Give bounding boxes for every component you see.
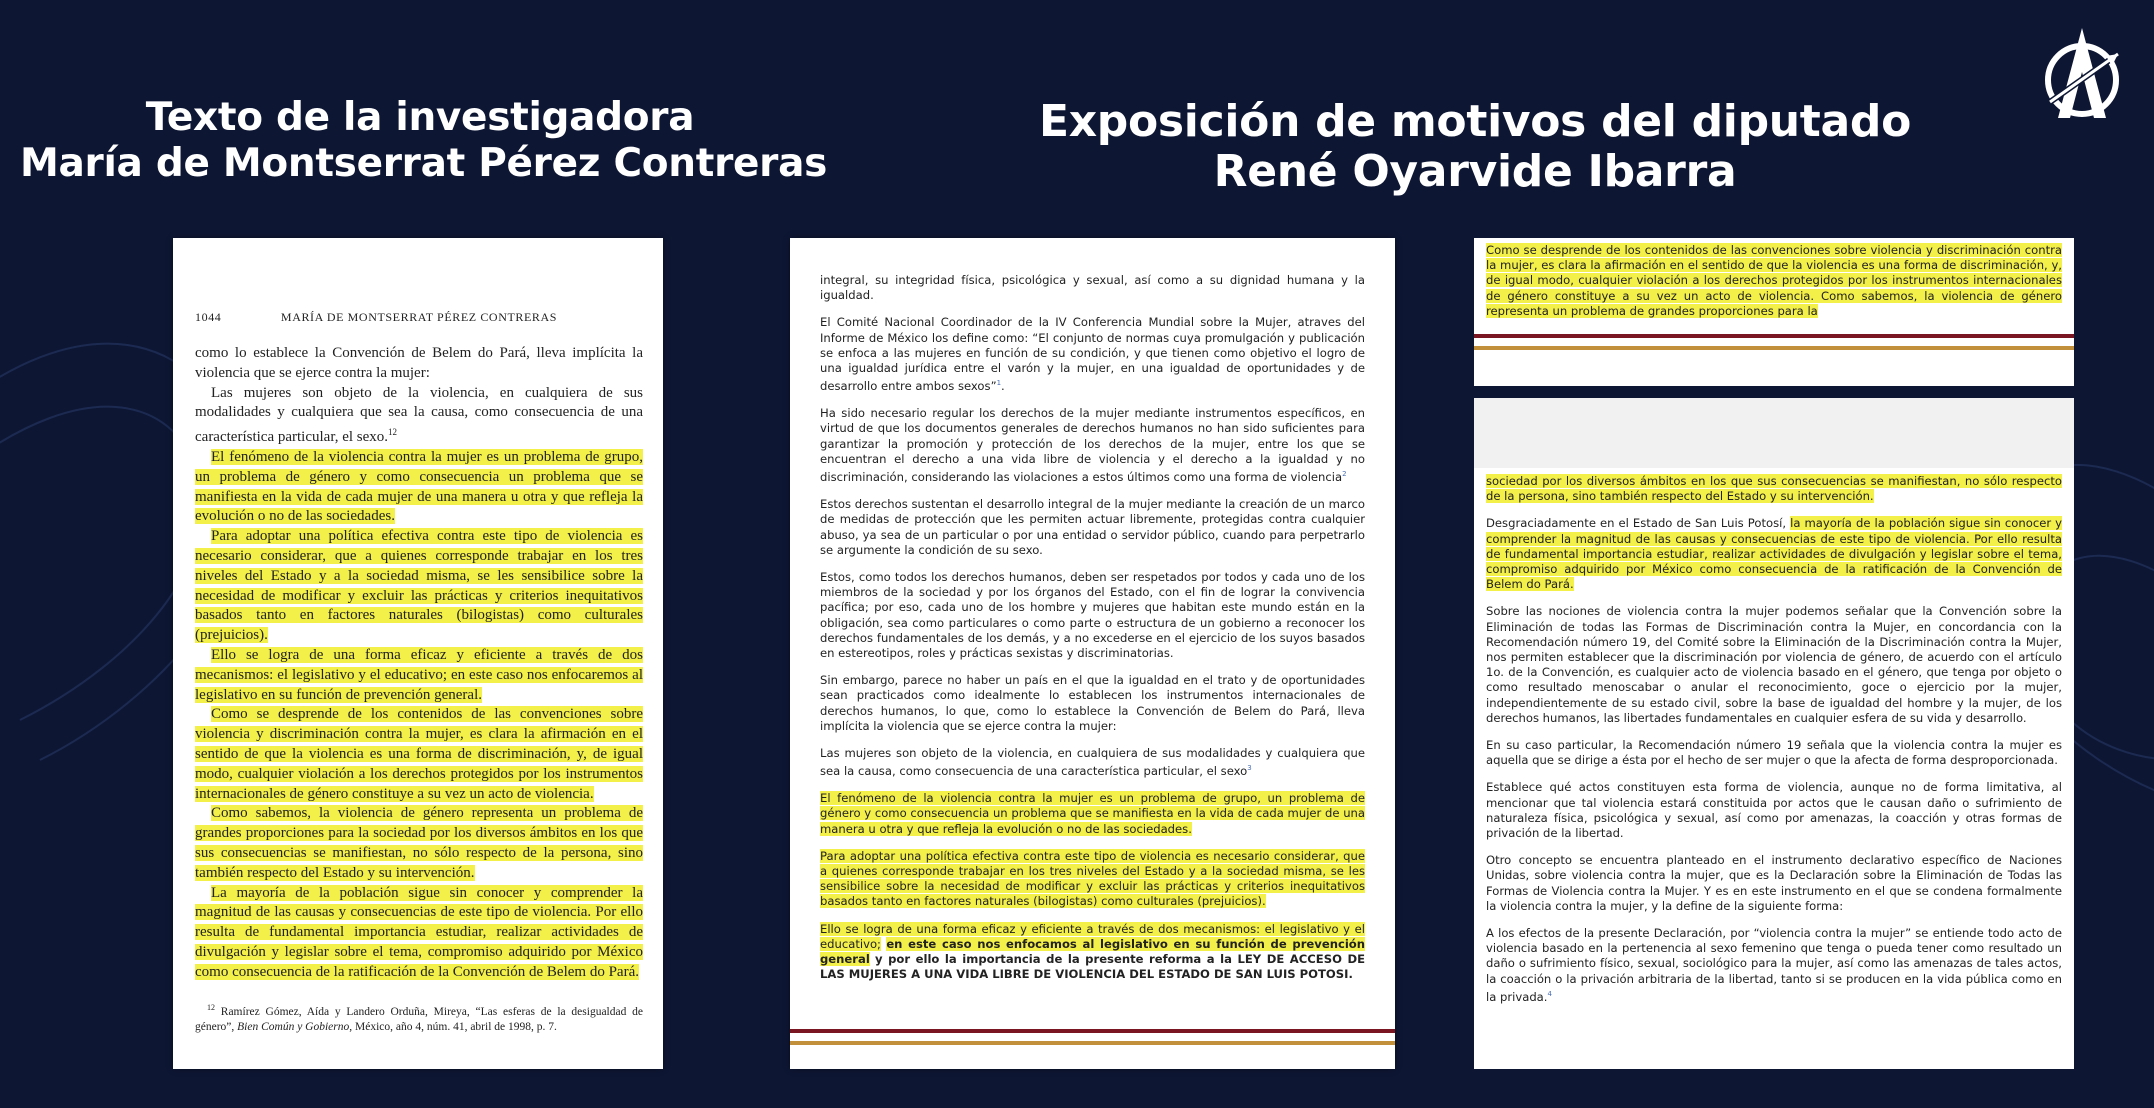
doc2-footnote-ref-2: 2 bbox=[1342, 470, 1347, 479]
page-number: 1044 bbox=[195, 310, 222, 324]
fragment-top-rules bbox=[1474, 334, 2074, 350]
book-paragraph-7 bbox=[195, 884, 643, 983]
right-heading-line-1: Exposición de motivos del diputado bbox=[1038, 96, 1912, 147]
doc3-paragraph-3-a: Desgraciadamente en el Estado de San Luis Potosí, bbox=[1486, 516, 1787, 531]
book-paragraph-1 bbox=[195, 384, 643, 448]
doc2-paragraph-6: Sin embargo, parece no haber un país en el que la igualdad en el trato y de oportunidades sean practicados como idealmente lo establecen los instrumentos internacionales de derechos humanos, lo que, como lo establece la Convención de Belem do Pará, lleva implícita la violencia que se ejerce contra la mujer: bbox=[820, 673, 1365, 733]
book-paragraph-6-text: Como sabemos, la violencia de género representa un problema de grandes proporciones para la sociedad por los diversos ámbitos en los que sus consecuencias se manifiestan, no sólo respecto de la persona, sino también respecto del Estado y su intervención. bbox=[195, 805, 643, 881]
left-heading bbox=[20, 95, 828, 187]
exposicion-page-1-body bbox=[820, 273, 1365, 995]
doc2-paragraph-8-text: El fenómeno de la violencia contra la mujer es un problema de grupo, un problema de género y como consecuencia un problema que se manifiesta en la vida de cada mujer de una manera u otra y que refleja la evolución o no de las sociedades. bbox=[820, 791, 1365, 836]
book-paragraph-5 bbox=[195, 705, 643, 804]
doc3-paragraph-5: En su caso particular, la Recomendación número 19 señala que la violencia contra la mujer es aquella que se dirige a ésta por el hecho de ser mujer o que la afecta de forma desproporcionada. bbox=[1486, 738, 2062, 768]
exposicion-fragment-bottom bbox=[1474, 398, 2074, 1069]
fragment-top-body bbox=[1486, 243, 2062, 331]
footnote-journal: Bien Común y Gobierno bbox=[237, 1020, 350, 1033]
book-footnote bbox=[195, 1000, 643, 1035]
book-body bbox=[195, 344, 643, 983]
book-paragraph-5-text: Como se desprende de los contenidos de las convenciones sobre violencia y discriminación contra la mujer, es clara la afirmación en el sentido de que la violencia es una forma de discriminación, y, de igual modo, cualquier violación a los derechos protegidos por los instrumentos internacionales de género constituye a su vez un acto de violencia. bbox=[195, 706, 643, 802]
footnote-number: 12 bbox=[207, 1003, 215, 1012]
doc3-paragraph-8 bbox=[1486, 926, 2062, 1005]
doc3-paragraph-1-text: Como se desprende de los contenidos de las convenciones sobre violencia y discriminación contra la mujer, es clara la afirmación en el sentido de que la violencia es una forma de discriminación, y, de igual modo, cualquier violación a los derechos protegidos por los instrumentos internacionales de género constituye a su vez un acto de violencia. Como sabemos, la violencia de género representa un problema de grandes proporciones para la bbox=[1486, 243, 2062, 318]
fragment-bottom-body bbox=[1486, 474, 2062, 1017]
left-heading-line-2: María de Montserrat Pérez Contreras bbox=[20, 141, 828, 186]
book-paragraph-3 bbox=[195, 527, 643, 646]
footnote-text-b: , México, año 4, núm. 41, abril de 1998, p. 7. bbox=[349, 1020, 557, 1033]
page-footer-rules bbox=[790, 1029, 1395, 1045]
book-paragraph-7-text: La mayoría de la población sigue sin conocer y comprender la magnitud de las causas y consecuencias de este tipo de violencia. Por ello resulta de fundamental importancia estudiar, realizar actividades de divulgación y legislar sobre el tema, compromiso adquirido por México como consecuencia de la ratificación de la Convención de Belem do Pará. bbox=[195, 884, 643, 980]
doc3-paragraph-3-b: la mayoría de la población sigue sin conocer y comprender la magnitud de las causas y consecuencias de este tipo de violencia. Por ello resulta de fundamental importancia estudiar, realizar actividades de divulgación y legislar sobre el tema, compromiso adquirido por México como consecuencia de la ratificación de la Convención de Belem do Pará. bbox=[1486, 516, 2063, 592]
compass-arrow-logo-icon bbox=[2036, 26, 2128, 124]
right-heading-line-2: René Oyarvide Ibarra bbox=[1213, 146, 1737, 197]
book-paragraph-1-text: Las mujeres son objeto de la violencia, en cualquiera de sus modalidades y cualquiera que sea la causa, como consecuencia de una característica particular, el sexo. bbox=[195, 384, 643, 446]
doc3-paragraph-4: Sobre las nociones de violencia contra la mujer podemos señalar que la Convención sobre la Eliminación de todas las Formas de Discriminación contra la Mujer, en concordancia con la Recomendación número 19, del Comité sobre la Eliminación de la Discriminación contra la Mujer, nos permiten establecer que la discriminación por violencia de género, de acuerdo con el artículo 1o. de la Convención, es cualquier acto de violencia basado en el género, que tenga por objeto o como resultado menoscabar o anular el reconocimiento, goce o ejercicio por la mujer, independientemente de su estado civil, sobre la base de igualdad del hombre y la mujer, de los derechos humanos, las libertades fundamentales en cualquier esfera de su vida y desarrollo. bbox=[1486, 604, 2062, 725]
doc2-footnote-ref-1: 1 bbox=[996, 379, 1002, 388]
doc2-paragraph-2-text: El Comité Nacional Coordinador de la IV Conferencia Mundial sobre la Mujer, atraves del Informe de México los define como: “El conjunto de normas cuya promulgación y publicación se enfoca a las mujeres en función de su condición, y que tienen como objetivo el logro de una igualdad jurídica entre el varón y la mujer, en una igualdad de oportunidades y de desarrollo entre ambos sexos” bbox=[820, 315, 1365, 394]
doc2-paragraph-3 bbox=[820, 406, 1365, 485]
doc2-paragraph-7-text: Las mujeres son objeto de la violencia, en cualquiera de sus modalidades y cualquiera que sea la causa, como consecuencia de una característica particular, el sexo bbox=[820, 746, 1365, 779]
doc2-paragraph-10-c: y por ello la importancia de la presente reforma a la LEY DE ACCESO DE LAS MUJERES A UNA VIDA LIBRE DE VIOLENCIA DEL ESTADO DE SAN LUIS POTOSI. bbox=[820, 952, 1366, 982]
doc2-paragraph-9 bbox=[820, 849, 1365, 910]
doc2-paragraph-2: El Comité Nacional Coordinador de la IV Conferencia Mundial sobre la Mujer, atraves del Informe de México los define como: “El conjunto de normas cuya promulgación y publicación se enfoca a las mujeres en función de su condición, y que tienen como objetivo el logro de una igualdad jurídica entre el varón y la mujer, en una igualdad de oportunidades y de desarrollo entre ambos sexos”$^1$. bbox=[820, 315, 1365, 394]
book-page-scan bbox=[173, 238, 663, 1069]
fragment-rule-gold bbox=[1474, 346, 2074, 350]
doc2-paragraph-10-a: Ello se logra de una forma eficaz y eficiente a través de dos mecanismos: el legislativo y el educativo; bbox=[820, 921, 1365, 951]
left-heading-line-1: Texto de la investigadora bbox=[145, 95, 695, 140]
footnote-text-a: Ramírez Gómez, Aída y Landero Orduña, Mireya, “Las esferas de la desigualdad de género”, bbox=[195, 1005, 643, 1033]
exposicion-fragment-top bbox=[1474, 238, 2074, 386]
book-paragraph-4-text: Ello se logra de una forma eficaz y eficiente a través de dos mecanismos: el legislativo y el educativo; en este caso nos enfocaremos al legislativo en su función de prevención general. bbox=[195, 646, 643, 703]
book-paragraph-3-text: Para adoptar una política efectiva contra este tipo de violencia es necesario considerar, que a quienes corresponde trabajar en los tres niveles del Estado y a la sociedad misma, se les sensibilice sobre la necesidad de modificar y excluir las prácticas y criterios inequitativos basados tanto en factores naturales (bilogistas) como culturales (prejuicios). bbox=[195, 528, 643, 644]
doc2-paragraph-10 bbox=[820, 922, 1365, 983]
doc2-paragraph-1: integral, su integridad física, psicológica y sexual, así como a su dignidad humana y la igualdad. bbox=[820, 273, 1365, 303]
doc3-footnote-ref-4: 4 bbox=[1547, 989, 1552, 998]
doc3-paragraph-7: Otro concepto se encuentra planteado en el instrumento declarativo específico de Naciones Unidas, sobre violencia contra la mujer, que es la Declaración sobre la Eliminación de Todas las Formas de Violencia contra la Mujer. Y es en este instrumento en el que se condena formalmente la violencia contra la mujer, y la define de la siguiente forma: bbox=[1486, 853, 2062, 913]
doc2-paragraph-9-text: Para adoptar una política efectiva contra este tipo de violencia es necesario considerar, que a quienes corresponde trabajar en los tres niveles del Estado y a la sociedad misma, se les sensibilice sobre la necesidad de modificar y excluir las prácticas y criterios inequitativos basados tanto en factores naturales (bilogistas) como culturales (prejuicios). bbox=[820, 848, 1365, 909]
right-heading bbox=[980, 97, 1970, 197]
exposicion-page-1 bbox=[790, 238, 1395, 1069]
book-paragraph-2-text: El fenómeno de la violencia contra la mujer es un problema de grupo, un problema de género y como consecuencia un problema que se manifiesta en la vida de cada mujer de una manera u otra y que refleja la evolución o no de las sociedades. bbox=[195, 448, 643, 525]
doc2-paragraph-3-text: Ha sido necesario regular los derechos de la mujer mediante instrumentos específicos, en virtud de que los documentos generales de derechos humanos no han sido suficientes para garantizar la promoción y protección de los derechos de la mujer, entre los que se encuentran el derecho a una vida libre de violencia y el derecho a la igualdad y no discriminación, considerando las violaciones a estos últimos como una forma de violencia bbox=[820, 406, 1365, 484]
doc2-paragraph-4: Estos derechos sustentan el desarrollo integral de la mujer mediante la creación de un marco de medidas de protección que les permiten actuar libremente, protegidas contra cualquier abuso, ya sea de un particular o por una entidad o servidor público, cuando para perpetrarlo se argumente la condición de su sexo. bbox=[820, 497, 1365, 557]
doc2-paragraph-10-b: en este caso nos enfocamos al legislativo en su función de prevención general bbox=[820, 936, 1366, 967]
book-footnote-ref: 12 bbox=[388, 427, 398, 438]
doc3-paragraph-1 bbox=[1486, 243, 2062, 319]
book-paragraph-6 bbox=[195, 804, 643, 883]
doc2-paragraph-5: Estos, como todos los derechos humanos, deben ser respetados por todos y cada uno de los miembros de la sociedad y por los órganos del Estado, con el fin de lograr la convivencia pacífica; por eso, cada uno de los hombre y mujeres que habitan este mundo están en la obligación, sea como particulares o como parte o estructura de un gobierno a reconocer los derechos fundamentales de los demás, y a no excederse en el ejercicio de los suyos basados en estereotipos, roles y prácticas sexistas y discriminatorias. bbox=[820, 569, 1365, 660]
doc2-footnote-ref-3: 3 bbox=[1247, 764, 1252, 773]
book-paragraph-2 bbox=[195, 448, 643, 527]
fragment-gray-header bbox=[1474, 398, 2074, 468]
doc3-paragraph-2-text: sociedad por los diversos ámbitos en los que sus consecuencias se manifiestan, no sólo respecto de la persona, sino también respecto del Estado y su intervención. bbox=[1486, 474, 2062, 504]
doc3-paragraph-6: Establece qué actos constituyen esta forma de violencia, aunque no de forma limitativa, al mencionar que tal violencia estará constituida por actos que le causan daño o sufrimiento de naturaleza física, psicológica y sexual, así como por amenazas, la coacción y otras formas de privación de la libertad. bbox=[1486, 780, 2062, 841]
doc2-paragraph-8 bbox=[820, 791, 1365, 837]
book-paragraph-4 bbox=[195, 646, 643, 705]
doc3-paragraph-3 bbox=[1486, 516, 2062, 592]
doc3-paragraph-8-text: A los efectos de la presente Declaración, por “violencia contra la mujer” se entiende todo acto de violencia basado en la pertenencia al sexo femenino que tenga o pueda tener como resultado un daño o sufrimiento físico, sexual, sociológico para la mujer, así como las amenazas de tales actos, la coacción o la privación arbitraria de la libertad, tanto si se producen en la vida pública como en la privada. bbox=[1486, 926, 2062, 1004]
exposicion-page-2 bbox=[1474, 238, 2074, 1069]
doc3-paragraph-2 bbox=[1486, 474, 2062, 504]
running-head-title: MARÍA DE MONTSERRAT PÉREZ CONTRERAS bbox=[280, 310, 558, 324]
book-intro: como lo establece la Convención de Belem do Pará, lleva implícita la violencia que se ejerce contra la mujer: bbox=[195, 345, 643, 381]
doc2-paragraph-7 bbox=[820, 746, 1365, 779]
footer-rule-gold bbox=[790, 1041, 1395, 1045]
